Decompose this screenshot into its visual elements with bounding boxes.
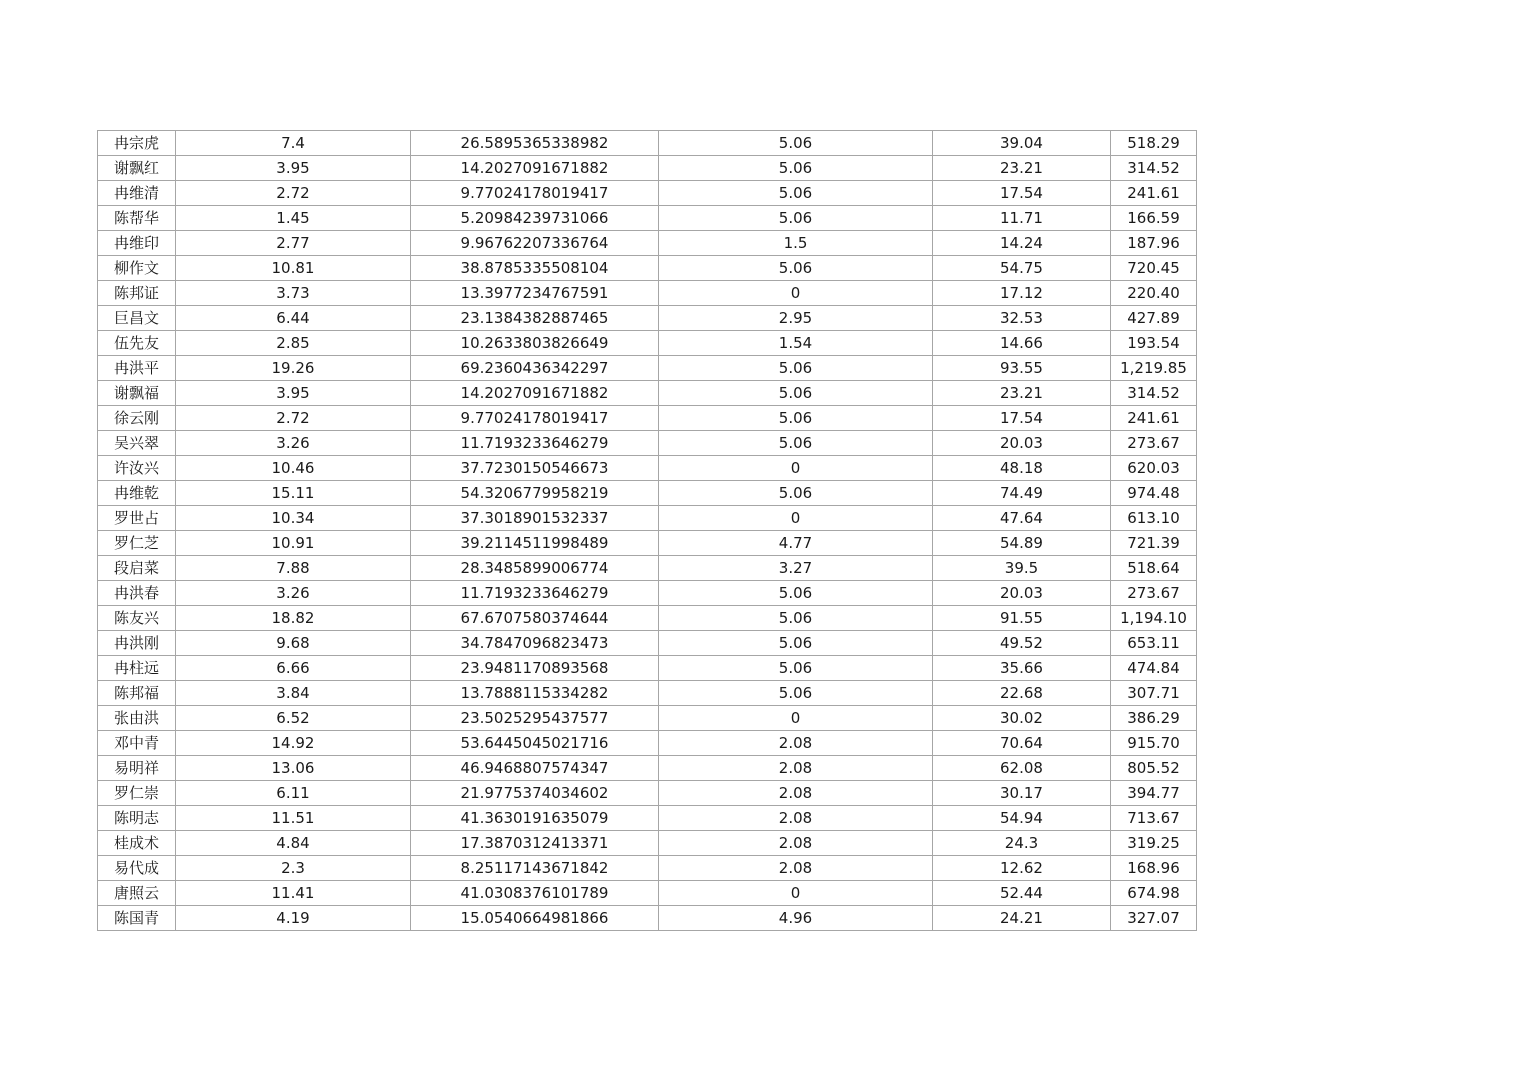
value-cell-4: 17.54 <box>933 406 1111 431</box>
value-cell-3: 5.06 <box>659 156 933 181</box>
table-row <box>98 806 1197 831</box>
value-cell-5: 273.67 <box>1111 581 1197 606</box>
value-cell-5: 518.64 <box>1111 556 1197 581</box>
value-cell-1: 15.11 <box>176 481 411 506</box>
value-cell-2: 9.96762207336764 <box>411 231 659 256</box>
name-cell: 冉柱远 <box>98 656 176 681</box>
value-cell-2: 69.2360436342297 <box>411 356 659 381</box>
name-cell: 陈友兴 <box>98 606 176 631</box>
value-cell-4: 30.02 <box>933 706 1111 731</box>
value-cell-5: 974.48 <box>1111 481 1197 506</box>
value-cell-3: 5.06 <box>659 381 933 406</box>
value-cell-5: 518.29 <box>1111 131 1197 156</box>
name-cell: 冉宗虎 <box>98 131 176 156</box>
value-cell-5: 1,219.85 <box>1111 356 1197 381</box>
table-row <box>98 331 1197 356</box>
value-cell-3: 2.08 <box>659 831 933 856</box>
value-cell-4: 17.12 <box>933 281 1111 306</box>
name-cell: 陈明志 <box>98 806 176 831</box>
value-cell-2: 26.5895365338982 <box>411 131 659 156</box>
value-cell-5: 241.61 <box>1111 181 1197 206</box>
table-row <box>98 481 1197 506</box>
table-row <box>98 506 1197 531</box>
name-cell: 许汝兴 <box>98 456 176 481</box>
value-cell-3: 2.08 <box>659 856 933 881</box>
table-row <box>98 681 1197 706</box>
value-cell-4: 93.55 <box>933 356 1111 381</box>
value-cell-4: 11.71 <box>933 206 1111 231</box>
value-cell-5: 427.89 <box>1111 306 1197 331</box>
value-cell-1: 7.4 <box>176 131 411 156</box>
value-cell-4: 49.52 <box>933 631 1111 656</box>
name-cell: 邓中青 <box>98 731 176 756</box>
value-cell-2: 46.9468807574347 <box>411 756 659 781</box>
table-row <box>98 906 1197 931</box>
value-cell-4: 39.04 <box>933 131 1111 156</box>
table-row <box>98 131 1197 156</box>
name-cell: 伍先友 <box>98 331 176 356</box>
value-cell-2: 5.20984239731066 <box>411 206 659 231</box>
value-cell-1: 4.84 <box>176 831 411 856</box>
value-cell-5: 193.54 <box>1111 331 1197 356</box>
value-cell-2: 10.2633803826649 <box>411 331 659 356</box>
value-cell-2: 9.77024178019417 <box>411 181 659 206</box>
value-cell-2: 37.7230150546673 <box>411 456 659 481</box>
table-row <box>98 781 1197 806</box>
value-cell-1: 11.41 <box>176 881 411 906</box>
value-cell-2: 15.0540664981866 <box>411 906 659 931</box>
table-row <box>98 231 1197 256</box>
value-cell-1: 6.52 <box>176 706 411 731</box>
value-cell-3: 5.06 <box>659 406 933 431</box>
value-cell-1: 10.34 <box>176 506 411 531</box>
value-cell-2: 13.7888115334282 <box>411 681 659 706</box>
value-cell-4: 20.03 <box>933 581 1111 606</box>
table-row <box>98 431 1197 456</box>
value-cell-1: 3.84 <box>176 681 411 706</box>
table-row <box>98 606 1197 631</box>
table-row <box>98 381 1197 406</box>
value-cell-2: 23.5025295437577 <box>411 706 659 731</box>
value-cell-3: 5.06 <box>659 131 933 156</box>
value-cell-4: 91.55 <box>933 606 1111 631</box>
table-row <box>98 881 1197 906</box>
value-cell-2: 23.1384382887465 <box>411 306 659 331</box>
name-cell: 徐云刚 <box>98 406 176 431</box>
table-body <box>98 131 1197 931</box>
value-cell-4: 12.62 <box>933 856 1111 881</box>
value-cell-1: 2.3 <box>176 856 411 881</box>
value-cell-1: 4.19 <box>176 906 411 931</box>
value-cell-3: 2.95 <box>659 306 933 331</box>
table-row <box>98 656 1197 681</box>
value-cell-4: 23.21 <box>933 156 1111 181</box>
value-cell-4: 48.18 <box>933 456 1111 481</box>
value-cell-4: 52.44 <box>933 881 1111 906</box>
value-cell-3: 5.06 <box>659 256 933 281</box>
value-cell-5: 713.67 <box>1111 806 1197 831</box>
value-cell-5: 474.84 <box>1111 656 1197 681</box>
value-cell-2: 34.7847096823473 <box>411 631 659 656</box>
value-cell-3: 5.06 <box>659 431 933 456</box>
value-cell-4: 62.08 <box>933 756 1111 781</box>
value-cell-3: 4.96 <box>659 906 933 931</box>
table-row <box>98 706 1197 731</box>
value-cell-3: 5.06 <box>659 206 933 231</box>
value-cell-5: 720.45 <box>1111 256 1197 281</box>
value-cell-5: 314.52 <box>1111 381 1197 406</box>
value-cell-5: 314.52 <box>1111 156 1197 181</box>
value-cell-2: 41.3630191635079 <box>411 806 659 831</box>
value-cell-4: 54.89 <box>933 531 1111 556</box>
value-cell-5: 220.40 <box>1111 281 1197 306</box>
name-cell: 陈邦福 <box>98 681 176 706</box>
value-cell-5: 620.03 <box>1111 456 1197 481</box>
name-cell: 陈帮华 <box>98 206 176 231</box>
table-row <box>98 406 1197 431</box>
value-cell-4: 17.54 <box>933 181 1111 206</box>
name-cell: 罗仁崇 <box>98 781 176 806</box>
value-cell-1: 10.91 <box>176 531 411 556</box>
value-cell-5: 319.25 <box>1111 831 1197 856</box>
value-cell-1: 2.72 <box>176 181 411 206</box>
value-cell-5: 166.59 <box>1111 206 1197 231</box>
value-cell-4: 74.49 <box>933 481 1111 506</box>
value-cell-4: 24.3 <box>933 831 1111 856</box>
value-cell-3: 5.06 <box>659 656 933 681</box>
value-cell-2: 14.2027091671882 <box>411 381 659 406</box>
value-cell-1: 3.26 <box>176 431 411 456</box>
name-cell: 谢飘红 <box>98 156 176 181</box>
value-cell-3: 4.77 <box>659 531 933 556</box>
table-row <box>98 181 1197 206</box>
value-cell-4: 22.68 <box>933 681 1111 706</box>
name-cell: 谢飘福 <box>98 381 176 406</box>
value-cell-5: 805.52 <box>1111 756 1197 781</box>
value-cell-1: 19.26 <box>176 356 411 381</box>
value-cell-5: 307.71 <box>1111 681 1197 706</box>
name-cell: 陈邦证 <box>98 281 176 306</box>
value-cell-5: 394.77 <box>1111 781 1197 806</box>
value-cell-2: 39.2114511998489 <box>411 531 659 556</box>
value-cell-1: 6.44 <box>176 306 411 331</box>
value-cell-3: 1.54 <box>659 331 933 356</box>
value-cell-4: 47.64 <box>933 506 1111 531</box>
value-cell-3: 3.27 <box>659 556 933 581</box>
value-cell-1: 9.68 <box>176 631 411 656</box>
value-cell-2: 28.3485899006774 <box>411 556 659 581</box>
value-cell-1: 2.72 <box>176 406 411 431</box>
value-cell-4: 39.5 <box>933 556 1111 581</box>
table-row <box>98 156 1197 181</box>
value-cell-5: 241.61 <box>1111 406 1197 431</box>
value-cell-5: 915.70 <box>1111 731 1197 756</box>
value-cell-4: 14.66 <box>933 331 1111 356</box>
data-table <box>97 130 1197 931</box>
value-cell-2: 53.6445045021716 <box>411 731 659 756</box>
name-cell: 冉维清 <box>98 181 176 206</box>
value-cell-4: 32.53 <box>933 306 1111 331</box>
value-cell-5: 386.29 <box>1111 706 1197 731</box>
value-cell-3: 0 <box>659 506 933 531</box>
value-cell-5: 653.11 <box>1111 631 1197 656</box>
value-cell-2: 9.77024178019417 <box>411 406 659 431</box>
value-cell-1: 3.95 <box>176 381 411 406</box>
value-cell-2: 21.9775374034602 <box>411 781 659 806</box>
value-cell-3: 5.06 <box>659 356 933 381</box>
value-cell-5: 721.39 <box>1111 531 1197 556</box>
table-row <box>98 831 1197 856</box>
value-cell-2: 41.0308376101789 <box>411 881 659 906</box>
value-cell-3: 2.08 <box>659 806 933 831</box>
value-cell-4: 20.03 <box>933 431 1111 456</box>
value-cell-3: 5.06 <box>659 606 933 631</box>
name-cell: 唐照云 <box>98 881 176 906</box>
value-cell-3: 0 <box>659 456 933 481</box>
value-cell-2: 37.3018901532337 <box>411 506 659 531</box>
name-cell: 罗世占 <box>98 506 176 531</box>
name-cell: 冉洪平 <box>98 356 176 381</box>
value-cell-1: 18.82 <box>176 606 411 631</box>
value-cell-3: 5.06 <box>659 631 933 656</box>
value-cell-4: 30.17 <box>933 781 1111 806</box>
name-cell: 段启菜 <box>98 556 176 581</box>
value-cell-5: 613.10 <box>1111 506 1197 531</box>
table-row <box>98 531 1197 556</box>
value-cell-4: 70.64 <box>933 731 1111 756</box>
table-row <box>98 756 1197 781</box>
value-cell-5: 327.07 <box>1111 906 1197 931</box>
value-cell-1: 10.81 <box>176 256 411 281</box>
value-cell-1: 10.46 <box>176 456 411 481</box>
name-cell: 桂成术 <box>98 831 176 856</box>
value-cell-3: 2.08 <box>659 731 933 756</box>
table-row <box>98 731 1197 756</box>
value-cell-1: 6.66 <box>176 656 411 681</box>
name-cell: 陈国青 <box>98 906 176 931</box>
name-cell: 柳作文 <box>98 256 176 281</box>
value-cell-3: 0 <box>659 881 933 906</box>
value-cell-1: 6.11 <box>176 781 411 806</box>
name-cell: 易明祥 <box>98 756 176 781</box>
value-cell-3: 1.5 <box>659 231 933 256</box>
table-row <box>98 456 1197 481</box>
value-cell-2: 14.2027091671882 <box>411 156 659 181</box>
value-cell-5: 674.98 <box>1111 881 1197 906</box>
value-cell-2: 67.6707580374644 <box>411 606 659 631</box>
value-cell-1: 3.73 <box>176 281 411 306</box>
value-cell-3: 5.06 <box>659 681 933 706</box>
value-cell-4: 23.21 <box>933 381 1111 406</box>
value-cell-4: 54.75 <box>933 256 1111 281</box>
value-cell-3: 0 <box>659 281 933 306</box>
value-cell-1: 7.88 <box>176 556 411 581</box>
value-cell-3: 5.06 <box>659 581 933 606</box>
name-cell: 冉维印 <box>98 231 176 256</box>
value-cell-5: 273.67 <box>1111 431 1197 456</box>
table-row <box>98 556 1197 581</box>
value-cell-3: 2.08 <box>659 781 933 806</box>
value-cell-1: 2.85 <box>176 331 411 356</box>
value-cell-3: 5.06 <box>659 481 933 506</box>
value-cell-2: 38.8785335508104 <box>411 256 659 281</box>
name-cell: 张由洪 <box>98 706 176 731</box>
table-row <box>98 856 1197 881</box>
name-cell: 易代成 <box>98 856 176 881</box>
value-cell-1: 14.92 <box>176 731 411 756</box>
name-cell: 吴兴翠 <box>98 431 176 456</box>
value-cell-4: 54.94 <box>933 806 1111 831</box>
value-cell-1: 2.77 <box>176 231 411 256</box>
name-cell: 冉洪春 <box>98 581 176 606</box>
table-row <box>98 631 1197 656</box>
value-cell-2: 8.25117143671842 <box>411 856 659 881</box>
value-cell-2: 17.3870312413371 <box>411 831 659 856</box>
name-cell: 冉维乾 <box>98 481 176 506</box>
value-cell-5: 168.96 <box>1111 856 1197 881</box>
table-row <box>98 206 1197 231</box>
value-cell-2: 23.9481170893568 <box>411 656 659 681</box>
value-cell-1: 3.95 <box>176 156 411 181</box>
value-cell-5: 1,194.10 <box>1111 606 1197 631</box>
value-cell-2: 11.7193233646279 <box>411 581 659 606</box>
value-cell-1: 1.45 <box>176 206 411 231</box>
value-cell-5: 187.96 <box>1111 231 1197 256</box>
value-cell-4: 24.21 <box>933 906 1111 931</box>
value-cell-3: 5.06 <box>659 181 933 206</box>
value-cell-2: 54.3206779958219 <box>411 481 659 506</box>
value-cell-3: 2.08 <box>659 756 933 781</box>
name-cell: 罗仁芝 <box>98 531 176 556</box>
value-cell-2: 11.7193233646279 <box>411 431 659 456</box>
table-row <box>98 306 1197 331</box>
value-cell-1: 3.26 <box>176 581 411 606</box>
value-cell-4: 14.24 <box>933 231 1111 256</box>
value-cell-1: 13.06 <box>176 756 411 781</box>
table-row <box>98 581 1197 606</box>
name-cell: 巨昌文 <box>98 306 176 331</box>
value-cell-1: 11.51 <box>176 806 411 831</box>
table-row <box>98 281 1197 306</box>
value-cell-4: 35.66 <box>933 656 1111 681</box>
table-row <box>98 256 1197 281</box>
value-cell-2: 13.3977234767591 <box>411 281 659 306</box>
value-cell-3: 0 <box>659 706 933 731</box>
table-row <box>98 356 1197 381</box>
name-cell: 冉洪刚 <box>98 631 176 656</box>
